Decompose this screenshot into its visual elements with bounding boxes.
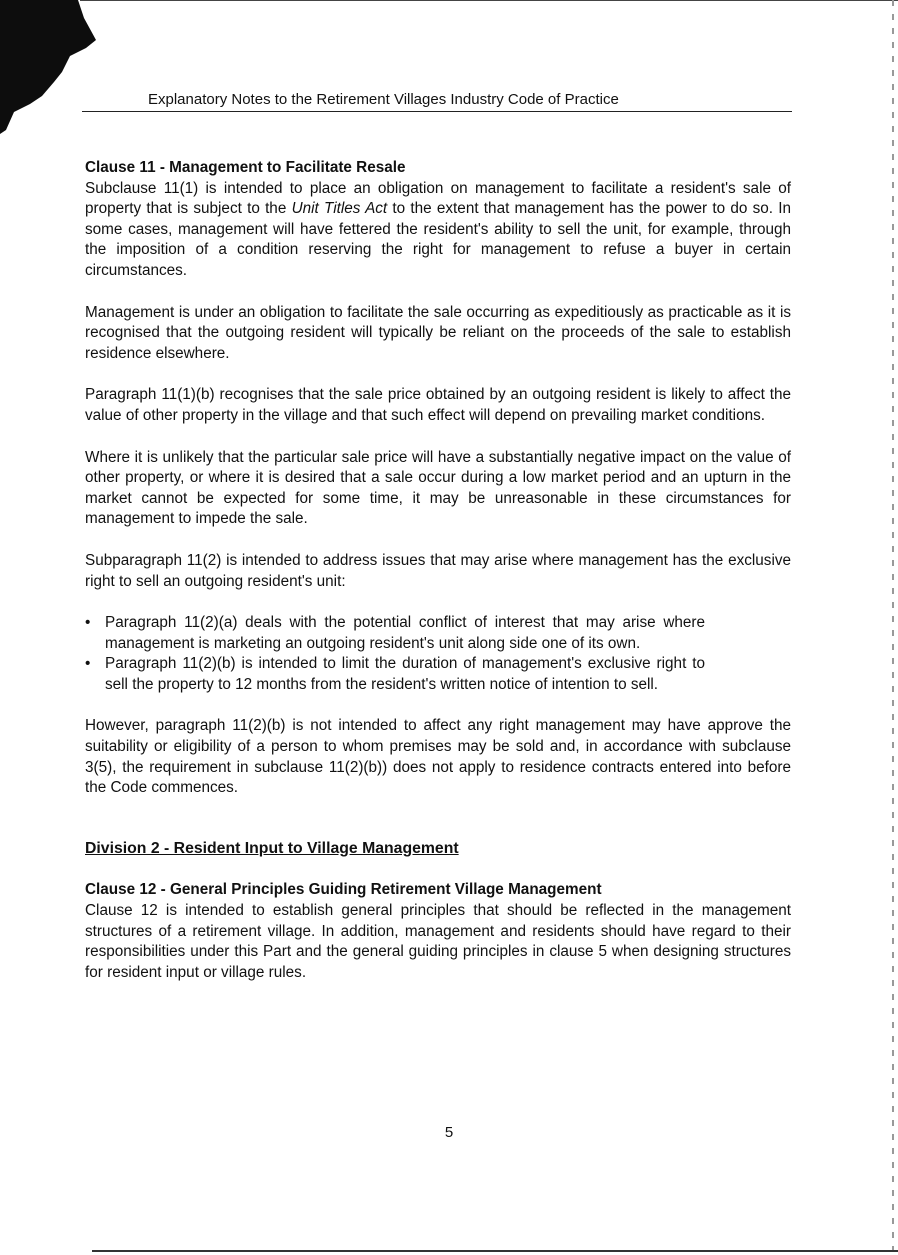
- bullet-icon: •: [85, 614, 91, 632]
- scan-top-edge: [80, 0, 898, 1]
- division-2-heading: Division 2 - Resident Input to Village Management: [85, 839, 459, 857]
- bullet-text: Paragraph 11(2)(b) is intended to limit the duration of management's exclusive right to sell the property to 12 months from the resident's written notice of intention to sell.: [105, 655, 705, 693]
- clause-12-heading: Clause 12 - General Principles Guiding Retirement Village Management: [85, 881, 602, 899]
- list-item: [85, 654, 705, 695]
- clause-12-paragraph-1: Clause 12 is intended to establish general principles that should be reflected in the management structures of a retirement village. In addition, management and residents should have regard to their responsibilities under this Part and the general guiding principles in clause 5 when designing structures for resident input or village rules.: [85, 902, 791, 981]
- page-number: 5: [444, 1124, 454, 1141]
- clause-11-paragraph-6: However, paragraph 11(2)(b) is not intended to affect any right management may have approve the suitability or eligibility of a person to whom premises may be sold and, in accordance with subclause 3(5), the requirement in subclause 11(2)(b)) does not apply to residence contracts entered into before the Code commences.: [85, 717, 791, 797]
- clause-11-p1-end: to the extent that management has the power to do so. In some cases, management will have fettered the resident's ability to sell the unit, for example, through the imposition of a condition reserving the right for management to refuse a buyer in certain circumstances.: [85, 200, 791, 279]
- clause-11-bullet-list: [85, 613, 705, 695]
- clause-11-paragraph-2: Management is under an obligation to facilitate the sale occurring as expeditiously as practicable as it is recognised that the outgoing resident will typically be reliant on the proceeds of the sale to establish residence elsewhere.: [85, 303, 791, 362]
- scan-bottom-edge: [92, 1250, 898, 1252]
- bullet-text: Paragraph 11(2)(a) deals with the potential conflict of interest that may arise where management is marketing an outgoing resident's unit along side one of its own.: [105, 614, 705, 652]
- list-item: [85, 613, 705, 654]
- running-header: Explanatory Notes to the Retirement Villages Industry Code of Practice: [82, 90, 792, 112]
- clause-11-paragraph-4: Where it is unlikely that the particular sale price will have a substantially negative impact on the value of other property, or where it is desired that a sale occur during a low market period and an upturn in the market cannot be expected for some time, it may be unreasonable in these circumstances for management to impede the sale.: [85, 448, 791, 528]
- scan-corner-shadow: [0, 0, 110, 140]
- unit-titles-act-reference: Unit Titles Act: [291, 200, 388, 218]
- clause-11-paragraph-1: [85, 179, 791, 282]
- document-body: [85, 158, 791, 983]
- scan-right-edge: [892, 0, 894, 1255]
- clause-11-heading: Clause 11 - Management to Facilitate Resale: [85, 159, 406, 176]
- bullet-icon: •: [85, 655, 91, 673]
- clause-11-p1-start: Subclause 11(1) is intended to place an obligation on management to facilitate a resident's sale of property that is subject to the: [85, 179, 791, 218]
- clause-11-paragraph-5: Subparagraph 11(2) is intended to address issues that may arise where management has the exclusive right to sell an outgoing resident's unit:: [85, 551, 791, 590]
- clause-11-paragraph-3: Paragraph 11(1)(b) recognises that the sale price obtained by an outgoing resident is likely to affect the value of other property in the village and that such effect will depend on prevailing market conditions.: [85, 386, 791, 424]
